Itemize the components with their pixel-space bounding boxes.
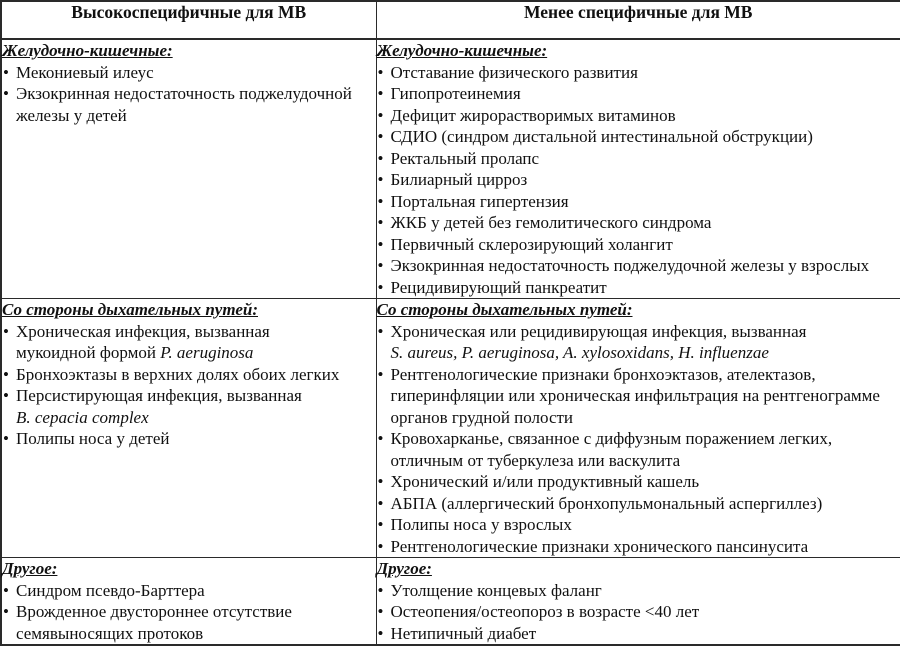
bullet-icon: • — [3, 428, 9, 450]
list-item — [2, 364, 376, 386]
list-item — [377, 321, 900, 364]
list-item — [377, 62, 900, 84]
list-item-text: Ректальный пролапс — [391, 149, 540, 168]
bullet-icon: • — [378, 493, 384, 515]
list-item-text: Первичный склерозирующий холангит — [391, 235, 673, 254]
list-item — [377, 428, 900, 471]
bullet-icon: • — [3, 62, 9, 84]
bullet-icon: • — [378, 234, 384, 256]
list-item-text: АБПА (аллергический бронхопульмональный аспергиллез) — [391, 494, 823, 513]
bullet-icon: • — [378, 212, 384, 234]
list-item — [377, 364, 900, 429]
table-cell — [1, 39, 376, 299]
bullet-icon: • — [378, 601, 384, 623]
list-item-text: Рентгенологические признаки бронхоэктазов, ателектазов, гиперинфляции или хроническая инфильтрация на рентгенограмме органов грудной полости — [391, 365, 880, 427]
list-item — [377, 536, 900, 558]
list-item-text: Хроническая или рецидивирующая инфекция, вызванная S. aureus, P. aeruginosa, A. xylosoxidans, H. influenzae — [391, 322, 807, 363]
bullet-icon: • — [3, 321, 9, 343]
list-item-text: Остеопения/остеопороз в возрасте <40 лет — [391, 602, 700, 621]
list-item-text: Хронический и/или продуктивный кашель — [391, 472, 700, 491]
section-title: Со стороны дыхательных путей: — [377, 299, 900, 321]
bullet-icon: • — [378, 126, 384, 148]
list-item-text: Нетипичный диабет — [391, 624, 537, 643]
section-title: Другое: — [2, 558, 376, 580]
bullet-list — [377, 321, 900, 558]
bullet-icon: • — [3, 601, 9, 623]
bullet-icon: • — [378, 471, 384, 493]
list-item-text: Рецидивирующий панкреатит — [391, 278, 607, 297]
bullet-icon: • — [378, 277, 384, 299]
table-cell — [1, 558, 376, 646]
bullet-icon: • — [378, 62, 384, 84]
bullet-icon: • — [3, 580, 9, 602]
table-header — [1, 1, 900, 39]
bullet-icon: • — [3, 83, 9, 105]
list-item-text: Полипы носа у взрослых — [391, 515, 572, 534]
bullet-icon: • — [378, 580, 384, 602]
list-item — [377, 601, 900, 623]
list-item — [377, 148, 900, 170]
bullet-icon: • — [378, 255, 384, 277]
list-item-text: Врожденное двустороннее отсутствие семявыносящих протоков — [16, 602, 292, 643]
list-item — [377, 623, 900, 645]
list-item-text: Билиарный цирроз — [391, 170, 528, 189]
list-item-text: Бронхоэктазы в верхних долях обоих легких — [16, 365, 339, 384]
list-item — [2, 428, 376, 450]
list-item — [377, 212, 900, 234]
list-item-text: Экзокринная недостаточность поджелудочной железы у детей — [16, 84, 352, 125]
section-title: Желудочно-кишечные: — [377, 40, 900, 62]
list-item-text: Гипопротеинемия — [391, 84, 521, 103]
bullet-icon: • — [3, 364, 9, 386]
list-item — [2, 62, 376, 84]
list-item — [377, 105, 900, 127]
bullet-icon: • — [378, 191, 384, 213]
table-row — [1, 299, 900, 558]
bullet-list — [2, 62, 376, 127]
table-cell — [376, 558, 900, 646]
table-cell — [376, 299, 900, 558]
list-item-text: Отставание физического развития — [391, 63, 638, 82]
bullet-icon: • — [378, 83, 384, 105]
list-item-text: Синдром псевдо-Барттера — [16, 581, 205, 600]
list-item — [377, 255, 900, 277]
table-cell — [376, 39, 900, 299]
list-item — [377, 471, 900, 493]
list-item — [377, 493, 900, 515]
bullet-icon: • — [378, 148, 384, 170]
list-item-text: СДИО (синдром дистальной интестинальной обструкции) — [391, 127, 813, 146]
list-item-text: Экзокринная недостаточность поджелудочной железы у взрослых — [391, 256, 870, 275]
list-item-text: Хроническая инфекция, вызванная мукоидной формой P. aeruginosa — [16, 322, 270, 363]
section-title: Со стороны дыхательных путей: — [2, 299, 376, 321]
list-item — [377, 83, 900, 105]
bullet-list — [2, 580, 376, 645]
list-item — [2, 601, 376, 644]
table-row — [1, 558, 900, 646]
list-item-text: Портальная гипертензия — [391, 192, 569, 211]
list-item — [377, 580, 900, 602]
list-item — [377, 234, 900, 256]
list-item — [377, 514, 900, 536]
bullet-icon: • — [378, 623, 384, 645]
bullet-icon: • — [378, 169, 384, 191]
list-item — [2, 580, 376, 602]
list-item-text: Рентгенологические признаки хронического пансинусита — [391, 537, 809, 556]
column-header-highly-specific: Высокоспецифичные для МВ — [1, 1, 376, 39]
list-item-text: Мекониевый илеус — [16, 63, 154, 82]
bullet-list — [377, 580, 900, 645]
bullet-list — [2, 321, 376, 450]
list-item — [2, 385, 376, 428]
list-item — [377, 191, 900, 213]
header-row — [1, 1, 900, 39]
bullet-icon: • — [378, 514, 384, 536]
bullet-icon: • — [378, 428, 384, 450]
list-item — [377, 169, 900, 191]
list-item — [2, 321, 376, 364]
column-header-less-specific: Менее специфичные для МВ — [376, 1, 900, 39]
table-row — [1, 39, 900, 299]
bullet-icon: • — [378, 105, 384, 127]
bullet-icon: • — [3, 385, 9, 407]
list-item-text: Персистирующая инфекция, вызванная B. cepacia complex — [16, 386, 302, 427]
list-item-text: Утолщение концевых фаланг — [391, 581, 602, 600]
table-body — [1, 39, 900, 645]
list-item-text: Дефицит жирорастворимых витаминов — [391, 106, 676, 125]
section-title: Желудочно-кишечные: — [2, 40, 376, 62]
list-item-text: ЖКБ у детей без гемолитического синдрома — [391, 213, 712, 232]
bullet-icon: • — [378, 364, 384, 386]
bullet-list — [377, 62, 900, 299]
bullet-icon: • — [378, 536, 384, 558]
list-item — [377, 126, 900, 148]
list-item-text: Кровохарканье, связанное с диффузным поражением легких, отличным от туберкулеза или васкулита — [391, 429, 833, 470]
bullet-icon: • — [378, 321, 384, 343]
table-cell — [1, 299, 376, 558]
list-item-text: Полипы носа у детей — [16, 429, 170, 448]
list-item — [2, 83, 376, 126]
section-title: Другое: — [377, 558, 900, 580]
list-item — [377, 277, 900, 299]
